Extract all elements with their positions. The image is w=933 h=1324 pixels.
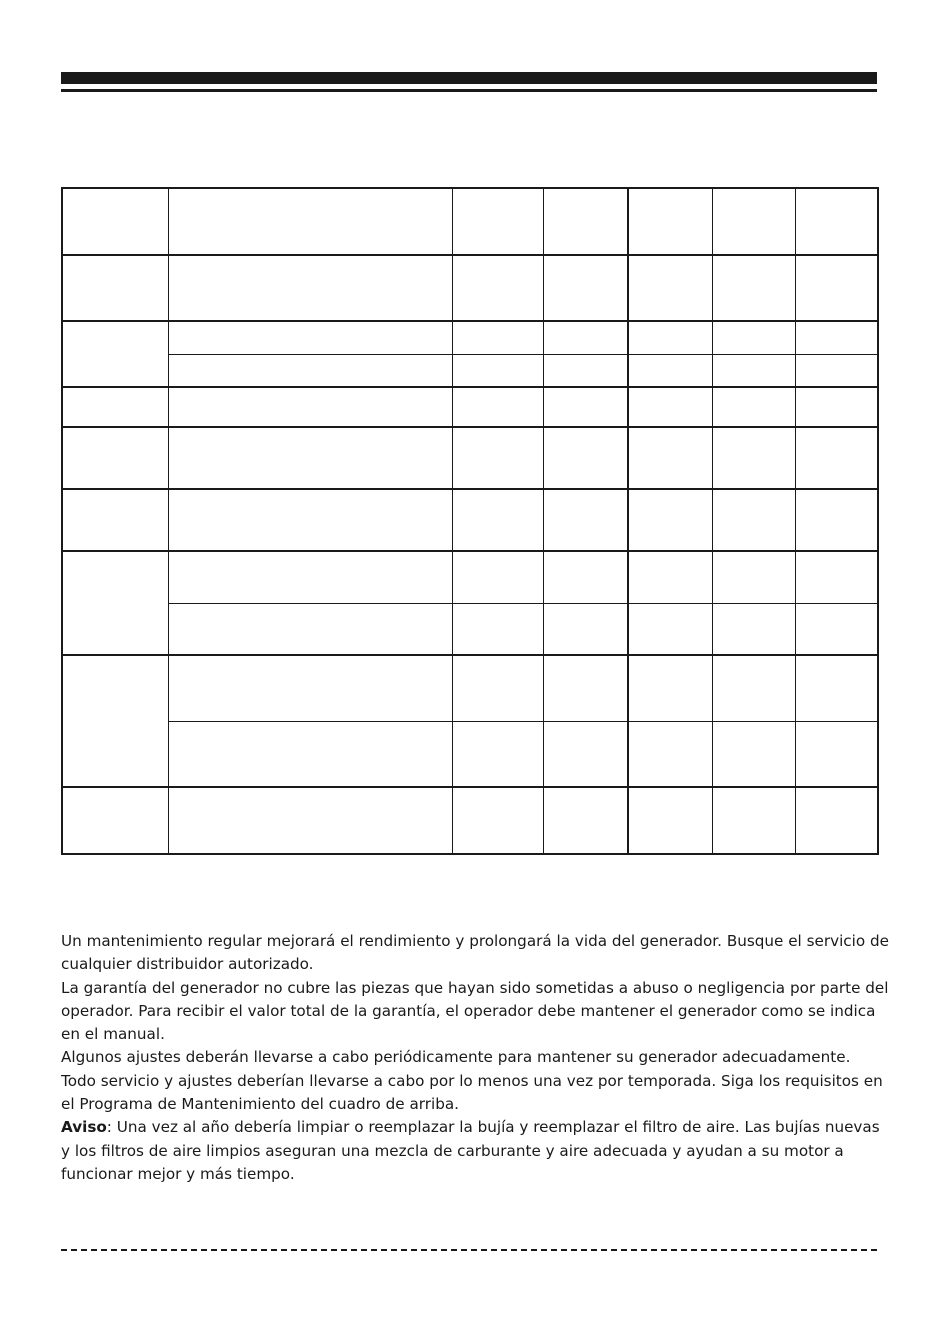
- table-cell: [628, 603, 712, 655]
- table-cell: [628, 354, 712, 387]
- table-cell: [628, 321, 712, 354]
- table-cell: [168, 489, 452, 551]
- table-cell: [543, 354, 628, 387]
- table-cell: [452, 387, 543, 427]
- paragraph-service-season: Todo servicio y ajustes deberían llevarse a cabo por lo menos una vez por temporada. Siga los requisitos en el Programa de Mantenimiento del cuadro de arriba.: [61, 1071, 883, 1114]
- table-cell: [795, 321, 878, 354]
- table-cell: [712, 354, 795, 387]
- table-cell: [543, 255, 628, 321]
- table-cell: [168, 255, 452, 321]
- table-cell: [452, 787, 543, 854]
- table-cell: [452, 188, 543, 255]
- table-cell: [452, 551, 543, 603]
- table-cell: [543, 489, 628, 551]
- table-row: [62, 603, 878, 655]
- table-cell: [168, 655, 452, 721]
- table-row: [62, 721, 878, 787]
- table-cell: [543, 387, 628, 427]
- table-cell: [62, 489, 168, 551]
- table-cell: [795, 655, 878, 721]
- paragraph-notice: [61, 1116, 891, 1186]
- table-cell: [452, 721, 543, 787]
- table-cell: [712, 387, 795, 427]
- table-cell: [628, 787, 712, 854]
- table-cell: [452, 603, 543, 655]
- table-cell: [628, 427, 712, 489]
- table-row: [62, 354, 878, 387]
- table-cell: [795, 721, 878, 787]
- table-cell: [62, 387, 168, 427]
- table-cell: [543, 787, 628, 854]
- table-row: [62, 655, 878, 721]
- maintenance-schedule-table: [61, 187, 879, 855]
- table-cell: [628, 489, 712, 551]
- paragraph-regular-maintenance: Un mantenimiento regular mejorará el rendimiento y prolongará la vida del generador. Busque el servicio de cualquier distribuidor autorizado.: [61, 932, 889, 974]
- notice-text: : Una vez al año debería limpiar o reemplazar la bujía y reemplazar el filtro de aire. Las bujías nuevas y los filtros de aire limpios aseguran una mezcla de carburante y aire adecuada y ayudan a su motor a funcionar mejor y más tiempo.: [61, 1118, 880, 1183]
- table-cell: [168, 787, 452, 854]
- table-header-row: [62, 188, 878, 255]
- table-cell: [712, 603, 795, 655]
- table-cell: [62, 787, 168, 854]
- table-cell: [712, 721, 795, 787]
- table-cell: [543, 427, 628, 489]
- table-cell: [452, 321, 543, 354]
- notice-label: Aviso: [61, 1118, 107, 1137]
- table-row: [62, 427, 878, 489]
- table-cell: [168, 321, 452, 354]
- table-cell: [168, 603, 452, 655]
- table-cell: [168, 427, 452, 489]
- table-cell: [712, 787, 795, 854]
- table-cell: [168, 354, 452, 387]
- paragraph-adjustments: Algunos ajustes deberán llevarse a cabo periódicamente para mantener su generador adecuadamente.: [61, 1048, 851, 1067]
- table-cell: [543, 603, 628, 655]
- table-cell: [62, 655, 168, 787]
- table-cell: [712, 321, 795, 354]
- table-cell: [543, 721, 628, 787]
- header-rule: [61, 89, 877, 92]
- table-cell: [795, 354, 878, 387]
- table-cell: [452, 255, 543, 321]
- table-cell: [62, 188, 168, 255]
- table-cell: [543, 321, 628, 354]
- table-cell: [62, 255, 168, 321]
- table-row: [62, 551, 878, 603]
- table-cell: [62, 551, 168, 655]
- table-cell: [452, 489, 543, 551]
- table-cell: [452, 427, 543, 489]
- table-cell: [628, 655, 712, 721]
- table-cell: [795, 188, 878, 255]
- table-cell: [543, 551, 628, 603]
- table-cell: [795, 551, 878, 603]
- table-cell: [628, 551, 712, 603]
- table-cell: [795, 787, 878, 854]
- table-row: [62, 255, 878, 321]
- footer-dashed-rule: [61, 1249, 877, 1251]
- table-row: [62, 321, 878, 354]
- table-cell: [628, 188, 712, 255]
- table-cell: [795, 603, 878, 655]
- table-cell: [628, 721, 712, 787]
- table-cell: [712, 551, 795, 603]
- table-row: [62, 387, 878, 427]
- maintenance-notes: [61, 930, 891, 1186]
- table-cell: [543, 655, 628, 721]
- table-cell: [452, 655, 543, 721]
- table-cell: [712, 489, 795, 551]
- table-cell: [168, 551, 452, 603]
- table-cell: [452, 354, 543, 387]
- table-cell: [712, 188, 795, 255]
- table-cell: [712, 427, 795, 489]
- table-cell: [795, 255, 878, 321]
- table-cell: [168, 387, 452, 427]
- table-cell: [795, 427, 878, 489]
- table-row: [62, 787, 878, 854]
- table-cell: [168, 721, 452, 787]
- table-cell: [628, 387, 712, 427]
- table-cell: [543, 188, 628, 255]
- table-cell: [62, 427, 168, 489]
- table-row: [62, 489, 878, 551]
- table-cell: [628, 255, 712, 321]
- table-cell: [62, 321, 168, 387]
- paragraph-warranty: La garantía del generador no cubre las piezas que hayan sido sometidas a abuso o negligencia por parte del operador. Para recibir el valor total de la garantía, el operador debe mantener el generador como se indica en el manual.: [61, 978, 889, 1044]
- table-cell: [712, 655, 795, 721]
- header-bar: [61, 72, 877, 84]
- table-cell: [712, 255, 795, 321]
- table-cell: [795, 489, 878, 551]
- table-cell: [795, 387, 878, 427]
- table-cell: [168, 188, 452, 255]
